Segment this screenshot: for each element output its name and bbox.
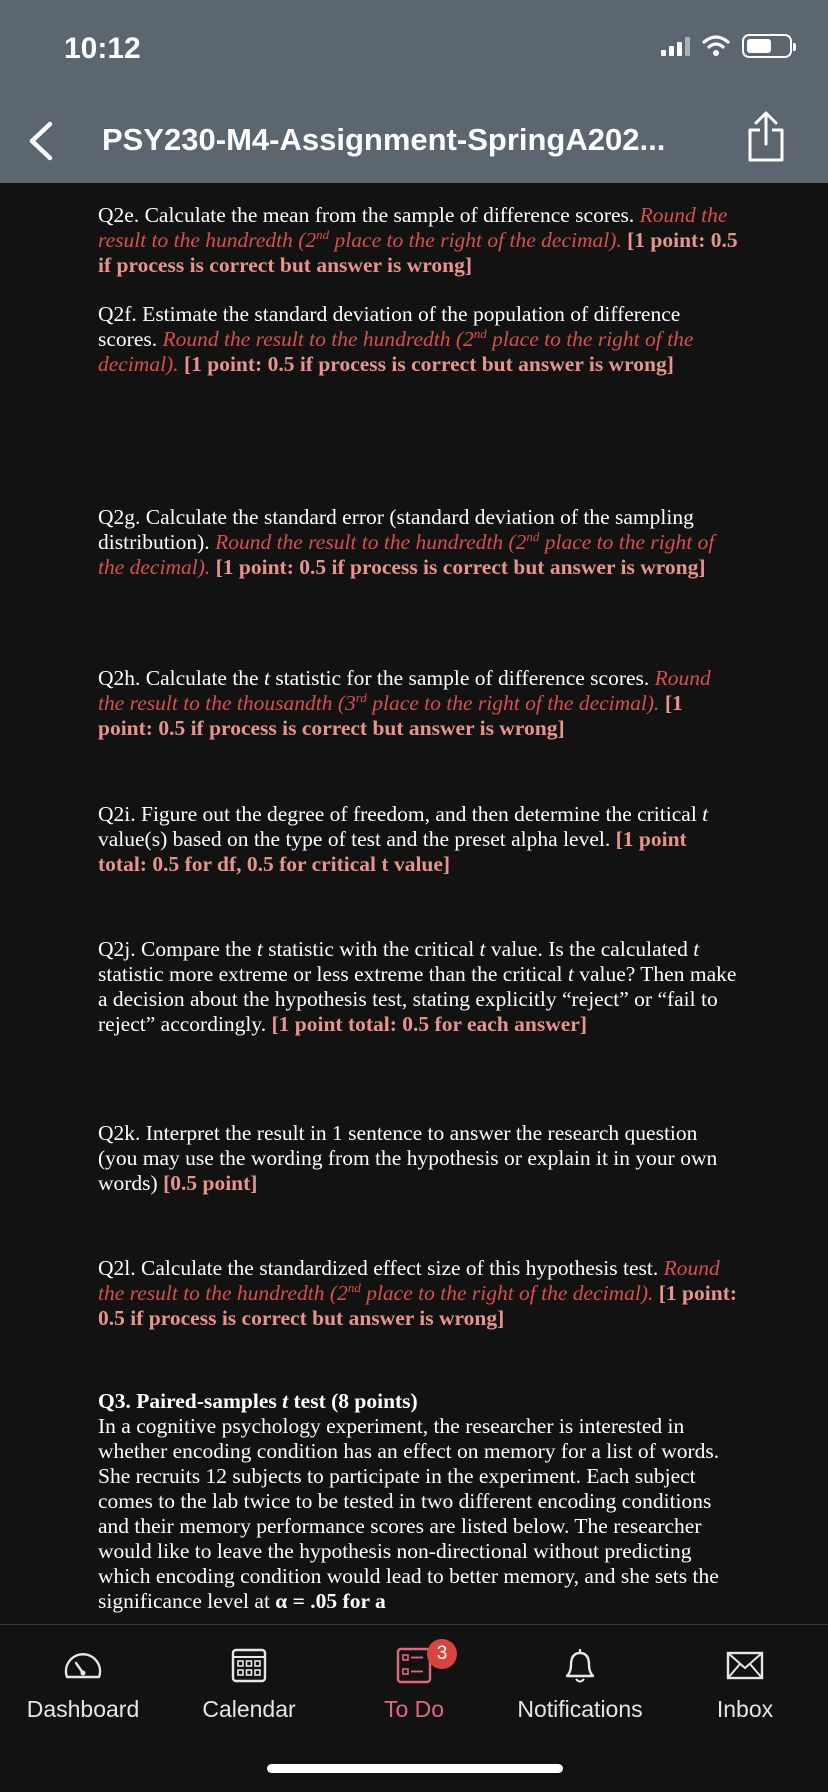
question-q2h: Q2h. Calculate the t statistic for the sample of difference scores. Round the result to the thousandth (3rd place to the right of the decimal). [1 point: 0.5 if process is correct but answer is wrong] bbox=[98, 666, 711, 740]
question-q2l: Q2l. Calculate the standardized effect size of this hypothesis test. Round the result to the hundredth (2nd place to the right of the decimal). [1 point: 0.5 if process is correct but answer is wrong] bbox=[98, 1256, 738, 1330]
question-q2e: Q2e. Calculate the mean from the sample of difference scores. Round the result to the hundredth (2nd place to the right of the decimal). [1 point: 0.5 if process is correct but answer is wrong] bbox=[98, 203, 738, 277]
tab-todo[interactable]: 3 To Do bbox=[331, 1625, 497, 1725]
cellular-signal-icon bbox=[661, 36, 690, 56]
question-q2i: Q2i. Figure out the degree of freedom, and then determine the critical t value(s) based on the type of test and the preset alpha level. [1 point total: 0.5 for df, 0.5 for critical t value] bbox=[98, 802, 709, 876]
battery-icon bbox=[742, 34, 792, 58]
rounding-instruction: Round the result to the hundredth (2nd place to the right of the decimal). bbox=[98, 528, 715, 579]
share-button[interactable] bbox=[744, 110, 788, 166]
back-button[interactable] bbox=[22, 118, 58, 164]
section-heading-q3: Q3. Paired-samples t test (8 points) bbox=[98, 1389, 418, 1413]
status-time: 10:12 bbox=[64, 32, 141, 65]
rounding-instruction: Round the result to the thousandth (3rd place to the right of the decimal). bbox=[98, 666, 711, 715]
points-note: [1 point: 0.5 if process is correct but answer is wrong] bbox=[98, 1281, 738, 1330]
tab-dashboard[interactable]: Dashboard bbox=[0, 1625, 166, 1725]
points-note: [0.5 point] bbox=[163, 1171, 258, 1195]
home-indicator[interactable] bbox=[267, 1764, 563, 1773]
document-title: PSY230-M4-Assignment-SpringA202... bbox=[102, 122, 666, 157]
bell-icon bbox=[558, 1645, 602, 1685]
question-q2g: Q2g. Calculate the standard error (standard deviation of the sampling distribution). Round the result to the hundredth (2nd place to the right of the decimal). [1 point: 0.5 if process is correct but answer is wrong] bbox=[98, 505, 715, 579]
inbox-icon bbox=[723, 1645, 767, 1685]
points-note: [1 point total: 0.5 for each answer] bbox=[271, 1012, 587, 1036]
status-icons bbox=[661, 34, 792, 58]
tab-inbox[interactable]: Inbox bbox=[662, 1625, 828, 1725]
points-note: [1 point total: 0.5 for df, 0.5 for critical t value] bbox=[98, 827, 687, 876]
question-q2j: Q2j. Compare the t statistic with the critical t value. Is the calculated t statistic more extreme or less extreme than the critical t value? Then make a decision about the hypothesis test, stating explicitly “reject” or “fail to reject” accordingly. [1 point total: 0.5 for each answer] bbox=[98, 937, 737, 1036]
rounding-instruction: Round the result to the hundredth (2nd place to the right of the decimal). bbox=[98, 1256, 720, 1305]
top-header bbox=[0, 0, 828, 183]
calendar-icon bbox=[227, 1645, 271, 1685]
question-q2k: Q2k. Interpret the result in 1 sentence to answer the research question (you may use the wording from the hypothesis or explain it in your own words) [0.5 point] bbox=[98, 1121, 718, 1195]
tab-calendar[interactable]: Calendar bbox=[166, 1625, 332, 1725]
points-note: [1 point: 0.5 if process is correct but answer is wrong] bbox=[215, 555, 706, 579]
wifi-icon bbox=[702, 35, 730, 57]
todo-count-badge: 3 bbox=[427, 1639, 457, 1669]
points-note: [1 point: 0.5 if process is correct but answer is wrong] bbox=[183, 352, 674, 376]
points-note: [1 point: 0.5 if process is correct but answer is wrong] bbox=[98, 691, 683, 740]
question-q2f: Q2f. Estimate the standard deviation of the population of difference scores. Round the result to the hundredth (2nd place to the right of the decimal). [1 point: 0.5 if process is correct but answer is wrong] bbox=[98, 302, 694, 376]
points-note: [1 point: 0.5 if process is correct but answer is wrong] bbox=[98, 228, 738, 277]
question-q3: Q3. Paired-samples t test (8 points) In a cognitive psychology experiment, the researcher is interested in whether encoding condition has an effect on memory for a list of words. She recruits 12 subjects to participate in the experiment. Each subject comes to the lab twice to be tested in two different encoding conditions and their memory performance scores are listed below. The researcher would like to leave the hypothesis non-directional without predicting which encoding condition would lead to better memory, and she sets the significance level at α = .05 for a bbox=[98, 1389, 738, 1616]
tab-notifications[interactable]: Notifications bbox=[497, 1625, 663, 1725]
dashboard-icon bbox=[61, 1645, 105, 1685]
rounding-instruction: Round the result to the hundredth (2nd place to the right of the decimal). bbox=[98, 325, 694, 376]
rounding-instruction: Round the result to the hundredth (2nd place to the right of the decimal). bbox=[98, 203, 728, 252]
